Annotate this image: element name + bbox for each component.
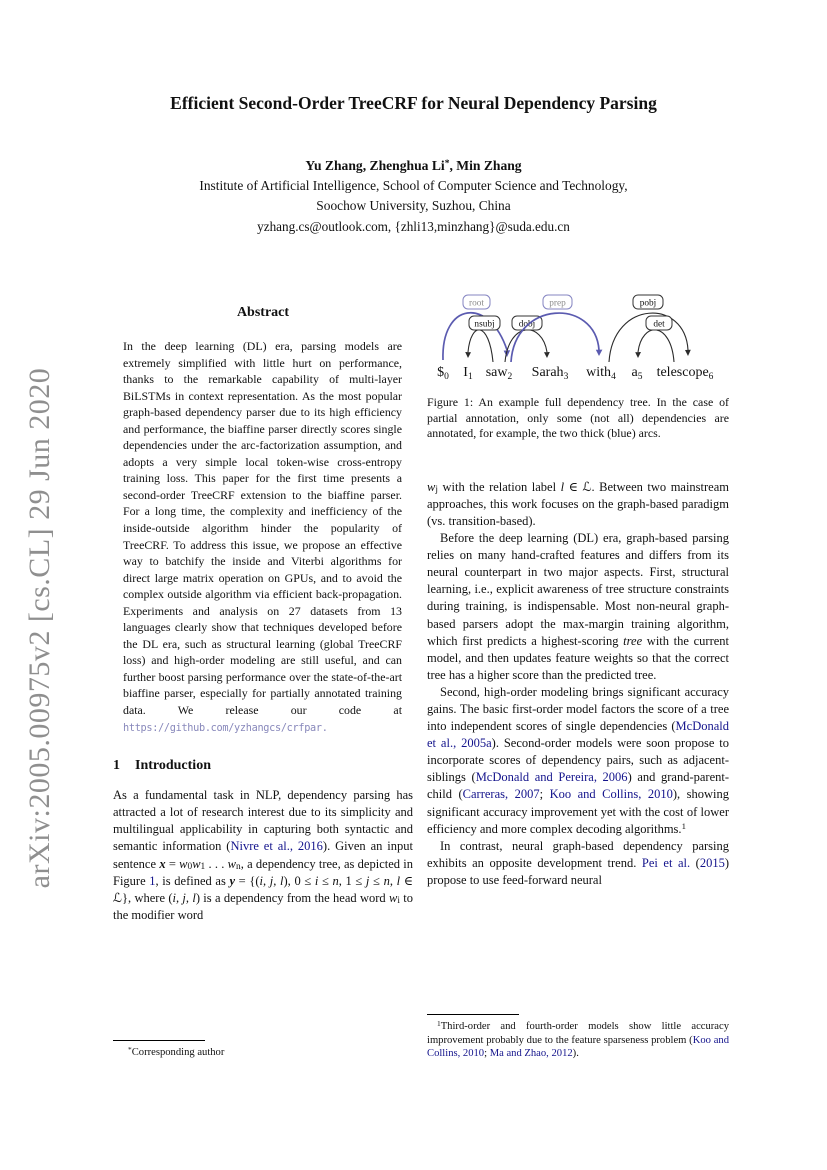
text-run: w — [179, 856, 188, 871]
text-run: , is defined as — [155, 873, 230, 888]
intro-paragraph — [113, 787, 413, 924]
footnote-1 — [427, 1014, 729, 1061]
text-run: with the current model, and then updates feature weights so that the correct tree has a higher score than the predicted tree. — [427, 633, 729, 682]
text-run: Before the deep learning (DL) era, graph-based parsing relies on many hand-crafted features and differs from its neural counterpart in two major aspects. First, structural learning, i.e., explicit awareness of tree structure constraints during training, is indispensable. Most non-neural graph-based parsers adopt the max-margin training algorithm, which first predicts a highest-scoring — [427, 531, 729, 648]
text-run: ≤ — [369, 873, 384, 888]
text-run: ). Second-order models were soon propose to incorporate scores of dependency pairs, such as adjacent-siblings ( — [427, 736, 729, 785]
text-run: i, j, l — [259, 873, 284, 888]
citation-link[interactable]: McDonald and Pereira, 2006 — [475, 770, 628, 785]
abstract-text — [113, 338, 413, 737]
text-run: 1 — [437, 1018, 441, 1028]
figure-1-caption: Figure 1: An example full dependency tree. In the case of partial annotation, only some (not all) dependencies are annotated, for example, the two thick (blue) arcs. — [427, 395, 729, 441]
arxiv-watermark: arXiv:2005.00975v2 [cs.CL] 29 Jun 2020 — [23, 367, 56, 889]
citation-link[interactable]: Koo and Collins, 2010 — [427, 1034, 729, 1060]
token-saw: saw$_2$ — [485, 365, 513, 382]
text-run: j — [365, 873, 370, 888]
text-run: ) is a dependency from the head word — [195, 890, 389, 905]
text-run: ), 0 ≤ — [283, 873, 315, 888]
citation-link[interactable]: McDonald et al., 2005a — [427, 719, 729, 751]
paper-header — [0, 0, 827, 235]
text-run: , 1 ≤ — [338, 873, 366, 888]
svg-text:nsubj: nsubj — [474, 319, 495, 330]
text-run: ( — [690, 855, 700, 870]
text-run: ℒ — [113, 890, 123, 905]
text-run: ≤ — [318, 873, 333, 888]
text-run: Second, high-order modeling brings significant accuracy gains. The basic first-order model factors the score of a tree into independent scores of single dependencies ( — [427, 684, 729, 734]
text-run: n — [236, 862, 241, 873]
text-run: * — [444, 158, 450, 169]
paper-title: Efficient Second-Order TreeCRF for Neural Dependency Parsing — [170, 93, 657, 113]
code-url-link[interactable]: https://github.com/yzhangcs/crfpar. — [123, 722, 328, 734]
text-run: ∈ — [564, 479, 583, 494]
affiliation-line-1: Institute of Artificial Intelligence, School of Computer Science and Technology, — [199, 178, 628, 193]
svg-text:det: det — [653, 319, 665, 330]
figure-1 — [427, 288, 729, 442]
text-run: , Min Zhang — [449, 158, 522, 173]
text-run: ). Given an input sentence — [113, 839, 413, 871]
section-heading-introduction — [113, 758, 413, 774]
citation-link[interactable]: Pei et al. — [641, 855, 691, 870]
text-run: 0 — [187, 862, 193, 873]
text-run: w — [427, 479, 436, 494]
text-run: n — [383, 873, 390, 888]
text-run: n — [332, 873, 339, 888]
footnote-rule-right — [427, 1014, 519, 1015]
text-run: }, where ( — [122, 890, 173, 905]
section-title: Introduction — [135, 758, 211, 774]
left-column — [113, 305, 413, 924]
text-run: w — [227, 856, 237, 871]
text-run: Corresponding author — [131, 1047, 225, 1058]
dependency-tree-figure — [427, 288, 729, 382]
text-run: ; — [539, 787, 550, 802]
citation-link[interactable]: 1 — [149, 873, 156, 888]
footnote-corresponding-author — [113, 1040, 413, 1060]
svg-text:prep: prep — [549, 298, 566, 309]
text-run: ). — [572, 1048, 579, 1060]
text-run: . . . — [205, 856, 228, 871]
arc-nsubj — [465, 316, 500, 362]
text-run: . Between two mainstream approaches, this work focuses on the graph-based paradigm (vs. transition-based). — [427, 479, 730, 528]
text-run: i, j, l — [172, 890, 196, 905]
right-column — [427, 288, 729, 889]
citation-link[interactable]: Carreras, 2007 — [462, 787, 540, 802]
footnote-1-text — [427, 1020, 729, 1061]
text-run: to the modifier word — [113, 890, 413, 922]
text-run: ), showing significant accuracy improvement yet with the cost of lower efficiency and more complex decoding algorithms. — [427, 787, 729, 836]
text-run: y — [229, 873, 236, 888]
section-number: 1 — [113, 758, 120, 774]
text-run: 1 — [681, 820, 686, 831]
arc-prep — [511, 295, 602, 362]
text-run: ℒ — [582, 479, 592, 494]
token-a: $a_5$ — [631, 365, 643, 382]
text-run: = {( — [235, 873, 260, 888]
text-run: w — [389, 890, 398, 905]
text-run: with the relation label — [437, 479, 561, 494]
arc-det — [635, 316, 674, 362]
body-paragraph-2 — [427, 530, 729, 684]
text-run: As a fundamental task in NLP, dependency parsing has attracted a lot of research interest due to its simplicity and multilingual applicability in capturing both syntactic and semantic information ( — [113, 788, 413, 854]
token-with: with$_4$ — [586, 365, 616, 382]
citation-link[interactable]: 2015 — [699, 855, 725, 870]
text-run: x — [159, 856, 166, 871]
citation-link[interactable]: Ma and Zhao, 2012 — [489, 1048, 573, 1060]
authors-line — [0, 158, 827, 174]
text-run: i — [314, 873, 319, 888]
body-paragraph-3 — [427, 684, 729, 838]
body-paragraph-1 — [427, 479, 729, 530]
text-run: In the deep learning (DL) era, parsing models are extremely simplified with little hurt on performance, thanks to the remarkable capability of multi-layer BiLSTMs in context representation. As the most popular graph-based dependency parser due to its high efficiency and performance, the biaffine parser directly scores single dependencies under the arc-factorization assumption, and adopts a very simple local token-wise cross-entropy training loss. This paper for the first time presents a second-order TreeCRF extension to the biaffine parser. For a long time, the complexity and inefficiency of the inside-outside algorithm hinder the popularity of TreeCRF. To address this issue, we propose an effective way to batchify the inside and Viterbi algorithms for direct large matrix operation on GPUs, and to avoid the complex outside algorithm via efficient back-propagation. Experiments and analysis on 27 datasets from 13 languages clearly show that techniques developed before the DL era, such as structural learning (global TreeCRF loss) and high-order modeling are still useful, and can further boost parsing performance over the state-of-the-art biaffine parser, especially for partially annotated training data. We release our code at — [123, 339, 402, 718]
text-run: In contrast, neural graph-based dependency parsing exhibits an opposite development trend. — [427, 838, 729, 870]
token-telescope: telescope$_6$ — [656, 365, 714, 382]
text-run: ) propose to use feed-forward neural — [427, 855, 730, 887]
footnote-corresponding-author-text — [113, 1046, 413, 1060]
text-run: , — [389, 873, 397, 888]
text-run: 1 — [200, 862, 206, 873]
text-run: , a dependency tree, as depicted in Figure — [113, 856, 414, 888]
text-run: l — [560, 479, 565, 494]
text-run: l — [396, 873, 401, 888]
affiliation-line-2: Soochow University, Suzhou, China — [316, 198, 511, 213]
text-run: w — [192, 856, 201, 871]
text-run: ∈ — [400, 873, 413, 888]
author-emails: yzhang.cs@outlook.com, {zhli13,minzhang}@suda.edu.cn — [257, 219, 570, 234]
text-run: j — [435, 485, 438, 496]
text-run: ) and grand-parent-child ( — [427, 770, 730, 802]
footnote-rule-left — [113, 1040, 205, 1041]
citation-link[interactable]: Koo and Collins, 2010 — [549, 787, 673, 802]
citation-link[interactable]: Nivre et al., 2016 — [230, 839, 323, 854]
text-run: Yu Zhang, Zhenghua Li — [305, 158, 445, 173]
token-dollar: $\$_0$ — [437, 365, 449, 382]
text-run: Third-order and fourth-order models show little accuracy improvement probably due to the feature sparseness problem ( — [427, 1021, 729, 1046]
svg-text:root: root — [469, 298, 484, 309]
text-run: = — [165, 856, 180, 871]
token-Sarah: Sarah$_3$ — [531, 365, 569, 382]
svg-text:dobj: dobj — [518, 319, 536, 330]
text-run: * — [128, 1044, 132, 1054]
abstract-heading: Abstract — [236, 305, 290, 320]
right-column-body — [427, 479, 729, 889]
svg-text:pobj: pobj — [639, 298, 657, 309]
text-run: i — [397, 896, 400, 907]
token-I: $I_1$ — [463, 365, 473, 382]
text-run: tree — [623, 633, 643, 648]
text-run: ; — [484, 1048, 490, 1060]
body-paragraph-4 — [427, 838, 729, 889]
